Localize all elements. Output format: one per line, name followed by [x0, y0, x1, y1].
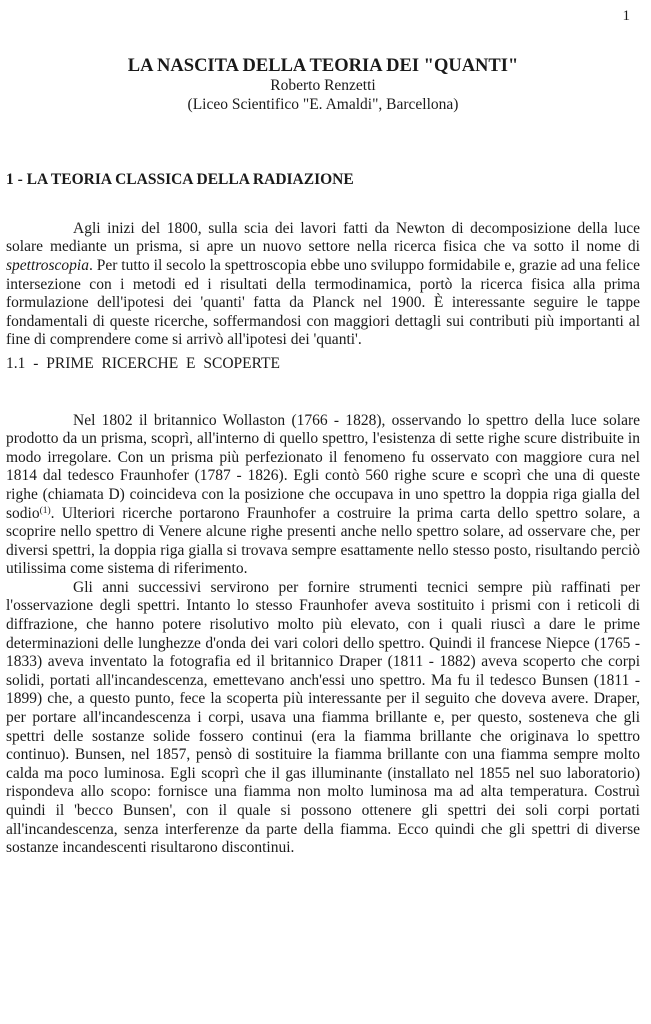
- paragraph-niepce-draper-bunsen: [6, 579, 640, 858]
- text-run: Gli anni successivi servirono per fornire strumenti tecnici sempre più raffinati per l'osservazione degli spettri. Intanto lo stesso Fraunhofer aveva sostituito i prismi con i reticoli di diffrazione, che hanno potere risolutivo molto più elevato, con i quali riuscì a dare le prime determinazioni delle lunghezze d'onda dei vari colori dello spettro. Quindi il francese Niepce (1765 - 1833) aveva inventato la fotografia ed il britannico Draper (1811 - 1882) aveva scoperto che corpi solidi, portati all'incandescenza, emettevano anch'essi uno spettro. Ma fu il tedesco Bunsen (1811 - 1899) che, a questo punto, fece la scoperta più interessante per il seguito che doveva avere. Draper, per portare all'incandescenza i corpi, usava una fiamma brillante e, per questo, sosteneva che gli spettri delle sostanze solide fossero continui (era la fiamma brillante che originava lo spettro continuo). Bunsen, nel 1857, pensò di sostituire la fiamma brillante con una fiamma sempre molto calda ma poco luminosa. Egli scoprì che il gas illuminante (installato nel 1855 nel suo laboratorio) rispondeva allo scopo: fornisce una fiamma non molto luminosa ma ad alta temperatura. Costruì quindi il 'becco Bunsen', con il quale si possono ottenere gli spettri dei soli corpi portati all'incandescenza, senza interferenze da parte della fiamma. Ecco quindi che gli spettri di diverse sostanze incandescenti risultarono discontinui.: [6, 578, 640, 857]
- text-run-superscript: (1): [39, 505, 51, 516]
- text-run: . Per tutto il secolo la spettroscopia ebbe uno sviluppo formidabile e, grazie ad una felice intersezione con i metodi ed i risultati della termodinamica, portò la ricerca fisica alla prima formulazione dell'ipotesi dei 'quanti' fatta da Planck nel 1900. È interessante seguire le tappe fondamentali di queste ricerche, soffermandosi con maggiori dettagli sui contributi più importanti al fine di comprendere come si arrivò all'ipotesi dei 'quanti'.: [6, 256, 640, 349]
- text-run: Agli inizi del 1800, sulla scia dei lavori fatti da Newton di decomposizione della luce solare mediante un prisma, si apre un nuovo settore nella ricerca fisica che va sotto il nome di: [6, 219, 640, 256]
- text-run: . Ulteriori ricerche portarono Fraunhofer a costruire la prima carta dello spettro solare, a scoprire nello spettro di Venere alcune righe presenti anche nello spettro solare, ad osservare che, per diversi spettri, la doppia riga gialla si trovava sempre esattamente nello stesso posto, risultando perciò utilissima come sistema di riferimento.: [6, 504, 640, 578]
- document-affiliation: (Liceo Scientifico "E. Amaldi", Barcellona): [187, 95, 459, 113]
- paragraph-wollaston-fraunhofer: [6, 412, 640, 579]
- section-1-1-heading: 1.1 - PRIME RICERCHE E SCOPERTE: [6, 354, 280, 372]
- text-run: Nel 1802 il britannico Wollaston (1766 - 1828), osservando lo spettro della luce solare prodotto da un prisma, scoprì, all'interno di quello spettro, l'esistenza di sette righe scure distribuite in modo irregolare. Con un prisma più perfezionato il fenomeno fu osservato con maggiore cura nel 1814 dal tedesco Fraunhofer (1787 - 1826). Egli contò 560 righe scure e scoprì che una di queste righe (chiamata D) coincideva con la posizione che occupava in uno spettro la doppia riga gialla del sodio: [6, 411, 640, 522]
- page-number: 1: [622, 8, 630, 24]
- paragraph-intro-spettroscopia: [6, 220, 640, 350]
- section-1-heading: 1 - LA TEORIA CLASSICA DELLA RADIAZIONE: [6, 171, 354, 189]
- text-run-italic: spettroscopia: [6, 256, 89, 274]
- document-author: Roberto Renzetti: [270, 77, 376, 94]
- document-title: LA NASCITA DELLA TEORIA DEI "QUANTI": [127, 56, 519, 76]
